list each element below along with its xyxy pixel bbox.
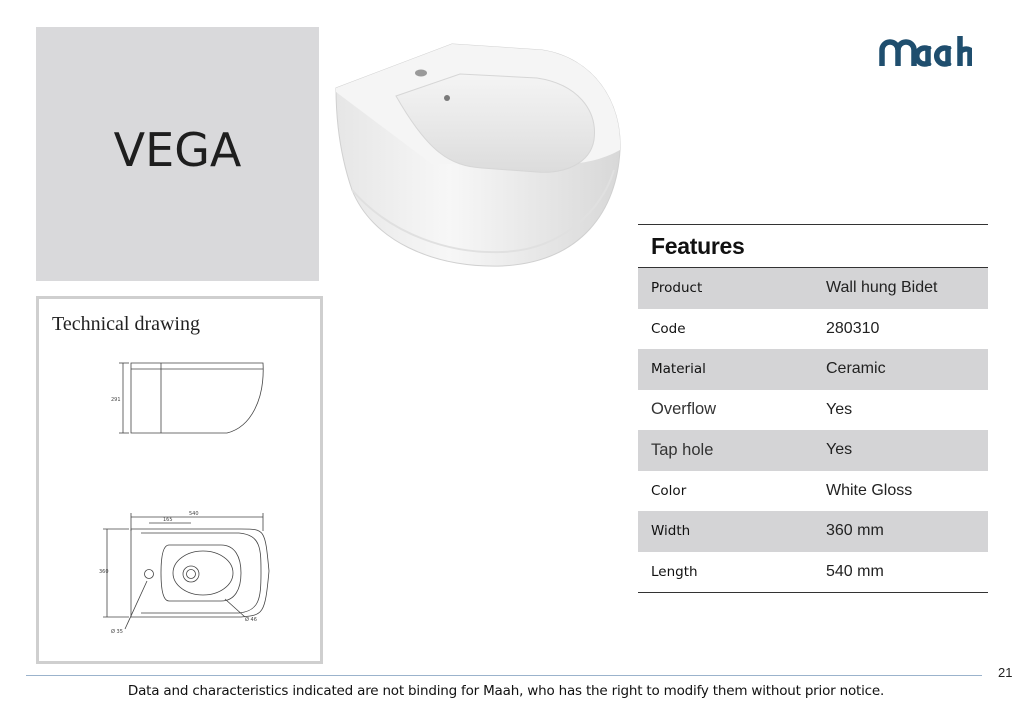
row-value: 540 mm <box>826 562 884 580</box>
row-label: Material <box>651 361 706 378</box>
dim-width: 360 <box>99 569 109 575</box>
row-value: Wall hung Bidet <box>826 279 938 297</box>
row-value: Yes <box>826 400 853 418</box>
dim-length: 540 <box>189 511 199 517</box>
dim-offset: 165 <box>163 517 173 523</box>
table-row <box>638 349 988 390</box>
page-number: 21 <box>998 665 1013 680</box>
footer-disclaimer: Data and characteristics indicated are not binding for Maah, who has the right to modify them without prior notice. <box>127 683 885 699</box>
row-value: White Gloss <box>826 481 913 499</box>
row-label: Length <box>651 563 698 580</box>
product-name-panel <box>36 27 319 281</box>
table-row <box>638 309 988 350</box>
maah-logo-image <box>878 32 972 72</box>
table-row <box>638 430 988 471</box>
row-value: 280310 <box>826 319 880 337</box>
dim-hole-b: Ø 46 <box>245 617 257 623</box>
features-bottom-rule <box>638 592 988 593</box>
technical-drawing-image <box>39 299 320 661</box>
technical-drawing-panel <box>36 296 323 664</box>
table-row <box>638 390 988 431</box>
product-name: VEGA <box>113 123 242 177</box>
table-row <box>638 471 988 512</box>
dim-hole-a: Ø 35 <box>111 629 123 635</box>
table-row <box>638 511 988 552</box>
maah-logo <box>878 32 972 72</box>
bidet-photo-image <box>332 40 626 268</box>
row-label: Code <box>651 320 686 337</box>
footer-rule <box>26 675 982 676</box>
row-value: Ceramic <box>826 360 886 378</box>
row-label: Width <box>651 523 691 540</box>
row-label: Overflow <box>651 400 717 419</box>
row-label: Color <box>651 482 687 499</box>
row-label: Tap hole <box>651 440 714 459</box>
features-title: Features <box>651 233 745 259</box>
table-row <box>638 552 988 593</box>
product-photo <box>332 40 626 268</box>
table-row <box>638 268 988 309</box>
technical-drawing-title: Technical drawing <box>52 313 200 335</box>
features-table <box>638 224 988 593</box>
row-value: Yes <box>826 441 853 459</box>
row-label: Product <box>651 280 703 297</box>
row-value: 360 mm <box>826 522 884 540</box>
dim-height: 291 <box>111 397 121 403</box>
